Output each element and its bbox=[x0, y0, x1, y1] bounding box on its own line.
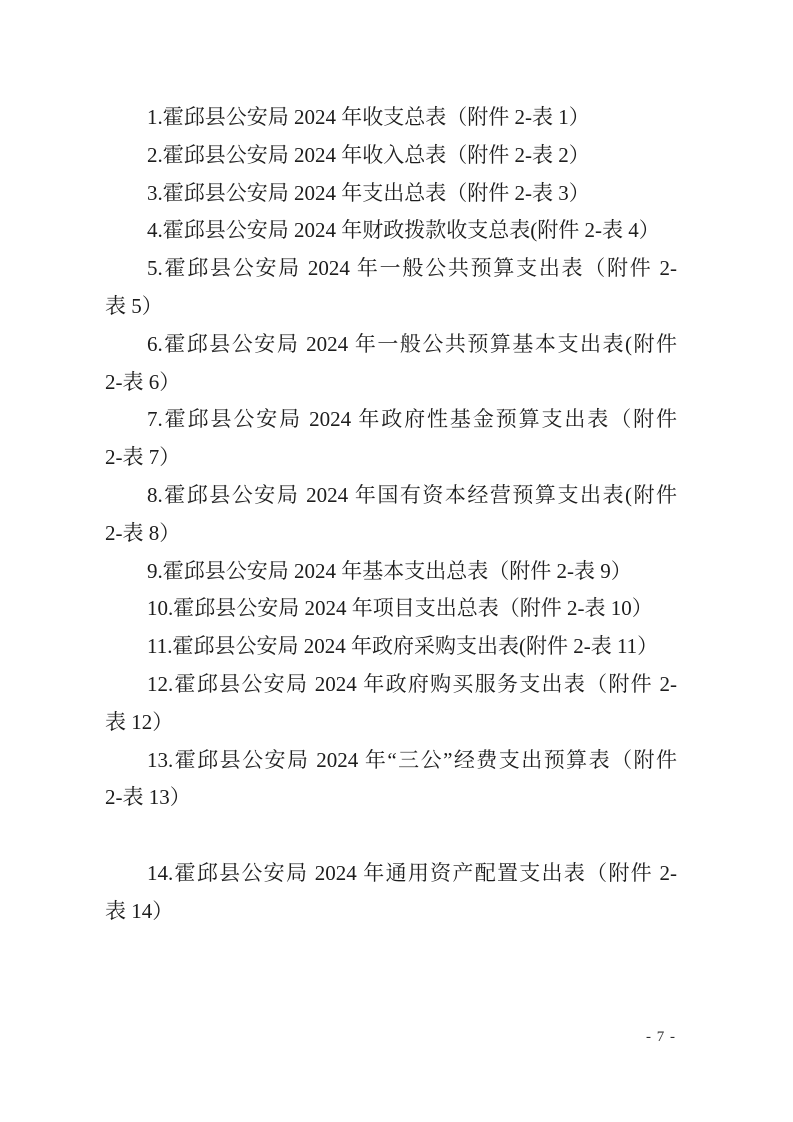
blank-line bbox=[105, 817, 677, 855]
list-item-line: 表 12） bbox=[105, 709, 174, 734]
list-item-line: 13.霍邱县公安局 2024 年“三公”经费支出预算表（附件 bbox=[147, 747, 677, 772]
list-item-line: 2-表 13） bbox=[105, 785, 191, 810]
attachment-table-list bbox=[105, 99, 677, 931]
list-item-line: 1.霍邱县公安局 2024 年收支总表（附件 2-表 1） bbox=[147, 105, 590, 129]
list-item-line: 7.霍邱县公安局 2024 年政府性基金预算支出表（附件 bbox=[147, 407, 677, 432]
list-item-line: 2-表 8） bbox=[105, 520, 181, 545]
list-item-line: 11.霍邱县公安局 2024 年政府采购支出表(附件 2-表 11） bbox=[147, 634, 659, 659]
list-item-line: 3.霍邱县公安局 2024 年支出总表（附件 2-表 3） bbox=[147, 180, 590, 205]
list-item-line: 6.霍邱县公安局 2024 年一般公共预算基本支出表(附件 bbox=[147, 331, 677, 356]
list-item-line: 表 5） bbox=[105, 293, 163, 318]
list-item-line: 9.霍邱县公安局 2024 年基本支出总表（附件 2-表 9） bbox=[147, 558, 632, 583]
list-item-line: 8.霍邱县公安局 2024 年国有资本经营预算支出表(附件 bbox=[147, 482, 677, 507]
list-item-line: 12.霍邱县公安局 2024 年政府购买服务支出表（附件 2- bbox=[147, 671, 677, 696]
list-item-line: 5.霍邱县公安局 2024 年一般公共预算支出表（附件 2- bbox=[147, 256, 677, 281]
list-item-line: 2.霍邱县公安局 2024 年收入总表（附件 2-表 2） bbox=[147, 142, 590, 167]
list-item-line: 2-表 6） bbox=[105, 369, 181, 394]
list-item-line: 2-表 7） bbox=[105, 445, 181, 470]
page-number: - 7 - bbox=[646, 1029, 676, 1045]
list-item-line: 10.霍邱县公安局 2024 年项目支出总表（附件 2-表 10） bbox=[147, 596, 653, 621]
list-item-line: 14.霍邱县公安局 2024 年通用资产配置支出表（附件 2- bbox=[147, 860, 677, 885]
list-item-line: 表 14） bbox=[105, 898, 174, 923]
list-item-line: 4.霍邱县公安局 2024 年财政拨款收支总表(附件 2-表 4） bbox=[147, 218, 660, 243]
